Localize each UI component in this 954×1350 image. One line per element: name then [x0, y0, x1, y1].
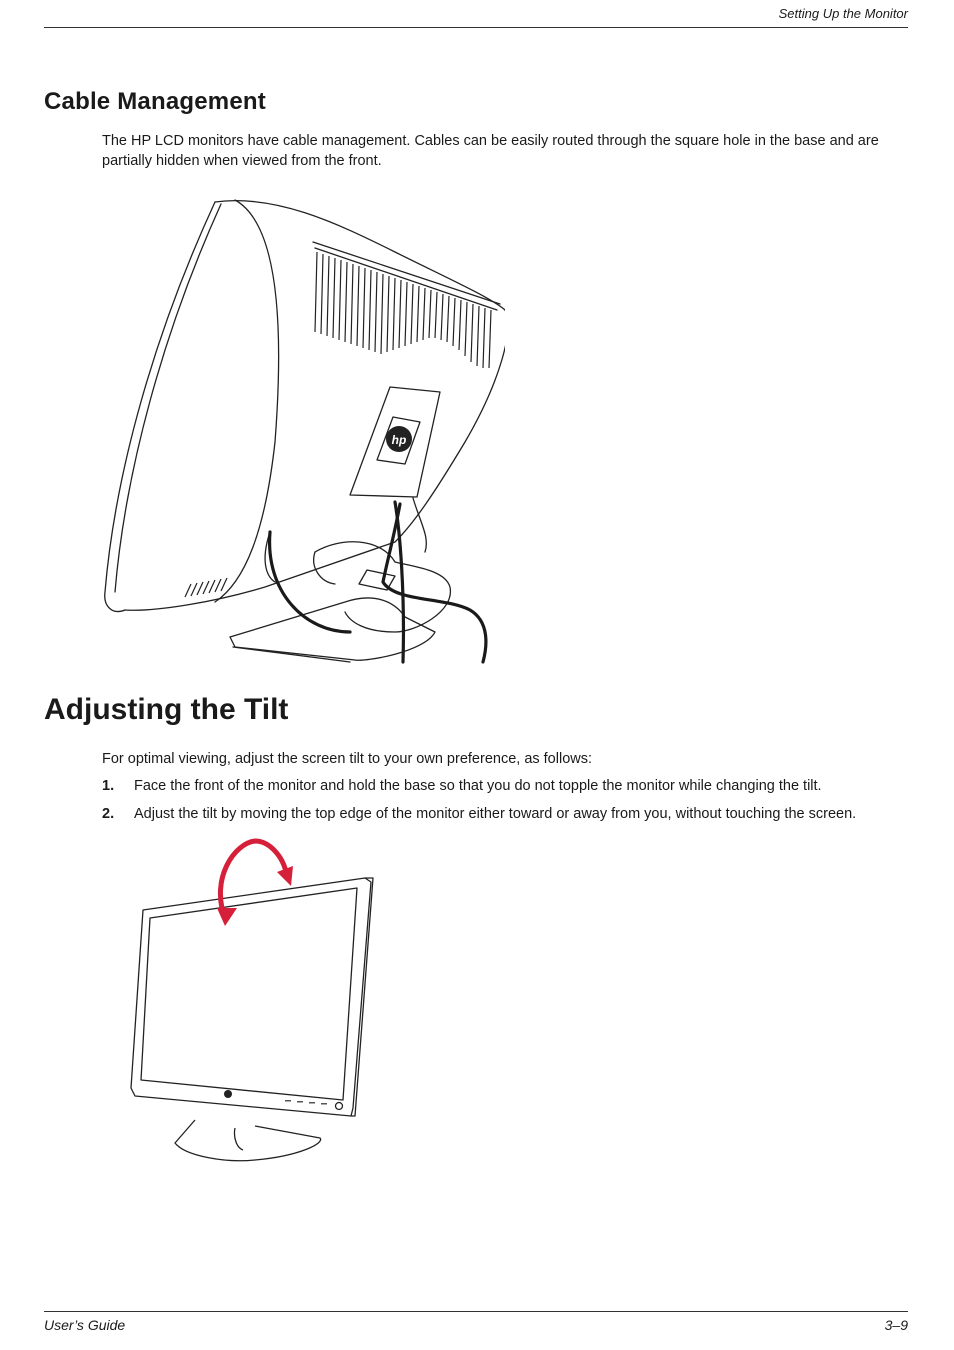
- cable-management-paragraph: The HP LCD monitors have cable management. Cables can be easily routed through the square hole in the base and are partially hidden when viewed from the front.: [102, 133, 879, 169]
- svg-text:hp: hp: [391, 433, 407, 447]
- adjusting-tilt-heading: Adjusting the Tilt: [44, 693, 289, 726]
- list-item: [102, 804, 922, 824]
- monitor-tilt-illustration: [125, 838, 385, 1168]
- monitor-rear-cable-illustration: [95, 192, 505, 670]
- step-number: 1.: [102, 778, 115, 794]
- list-item: [102, 776, 922, 796]
- step-text: Face the front of the monitor and hold the base so that you do not topple the monitor while changing the tilt.: [134, 778, 822, 794]
- page-number: 3–9: [884, 1317, 908, 1333]
- step-number: 2.: [102, 806, 115, 822]
- step-text: Adjust the tilt by moving the top edge of the monitor either toward or away from you, without touching the screen.: [134, 806, 857, 822]
- tilt-steps-list: [102, 776, 922, 832]
- hp-logo-icon: [224, 1090, 232, 1098]
- cable-left: [270, 532, 350, 632]
- tilt-arrow-icon: [217, 841, 293, 926]
- running-footer: [44, 1311, 908, 1333]
- running-header-title: Setting Up the Monitor: [778, 6, 908, 21]
- footer-guide-title: User’s Guide: [44, 1317, 126, 1333]
- adjusting-tilt-intro: For optimal viewing, adjust the screen tilt to your own preference, as follows:: [102, 751, 593, 767]
- hp-logo-icon: [386, 426, 412, 452]
- cable-management-heading: Cable Management: [44, 88, 266, 115]
- running-header: [44, 6, 908, 28]
